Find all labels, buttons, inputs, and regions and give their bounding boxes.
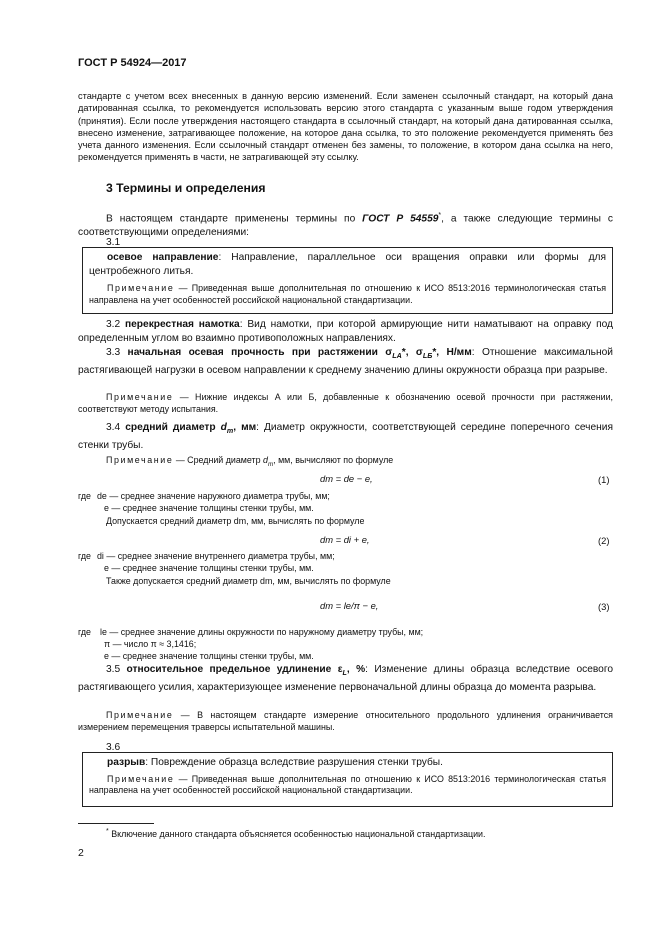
term-3-2-text: : Вид намотки, при которой армирующие нити наматывают на оправку под определенным углом во взаимно противоположных направлениях.	[78, 319, 613, 344]
term-3-4-text: : Диаметр окружности, соответствующей середине поперечного сечения стенки трубы.	[78, 422, 613, 451]
term-3-1-box	[82, 247, 613, 314]
formula-1: dm = de − e,	[320, 473, 373, 484]
term-3-6-note	[89, 774, 606, 798]
term-3-4-term: средний диаметр	[125, 422, 221, 433]
lead-text-b: , а также следующие термины с соответствующими определениями:	[78, 213, 613, 238]
section-title: 3 Термины и определения	[106, 181, 266, 195]
term-3-6-definition	[89, 756, 606, 770]
formula-2: dm = di + e,	[320, 534, 370, 545]
term-3-5-number: 3.5	[106, 664, 127, 675]
formula-3-number: (3)	[598, 601, 610, 612]
term-3-3-term: начальная осевая прочность при растяжении	[127, 347, 378, 358]
term-3-6-term: разрыв	[107, 757, 146, 768]
section-lead	[78, 209, 613, 240]
footnote-text: Включение данного стандарта объясняется особенностью национальной стандартизации.	[108, 828, 486, 839]
term-3-6-text: : Повреждение образца вследствие разрушения стенки трубы.	[145, 757, 443, 768]
footnote-divider	[78, 823, 154, 824]
where-2-line-2: e — среднее значение толщины стенки трубы, мм.	[104, 563, 314, 573]
where-2-line-1: di — среднее значение внутреннего диаметра трубы, мм;	[97, 551, 335, 561]
note-label: Примечание	[106, 392, 174, 402]
term-3-1-note-text: — Приведенная выше дополнительная по отношению к ИСО 8513:2016 терминологическая статья направлена на учет особенностей российской национальной стандартизации.	[89, 283, 606, 305]
where-label-2: где	[78, 551, 91, 561]
term-3-1-definition	[89, 251, 606, 278]
where-3-line-2: π — число π ≈ 3,1416;	[104, 639, 197, 649]
note-label: Примечание	[107, 283, 175, 294]
allowance-2: Также допускается средний диаметр dm, мм, вычислять по формуле	[106, 576, 391, 586]
term-3-1-note	[89, 283, 606, 307]
term-3-3	[78, 346, 613, 377]
term-3-5: 3.5 относительное предельное удлинение $\varepsilon_L$, %: Изменение длины образца вследствие осевого растягивающего усилия, характеризующее изменение первоначальной длины образца до момента разрыва.	[78, 664, 613, 693]
term-3-2-term: перекрестная намотка	[124, 319, 240, 330]
formula-3: dm = le/π − e,	[320, 600, 379, 611]
term-3-4: 3.4 средний диаметр $d_m$, мм: Диаметр окружности, соответствующей середине поперечного сечения стенки трубы.	[78, 422, 613, 451]
formula-1-number: (1)	[598, 474, 610, 485]
footnote-ref: *	[438, 212, 442, 219]
footnote	[106, 826, 485, 841]
term-3-6-number: 3.6	[106, 742, 121, 753]
term-3-1-number: 3.1	[106, 237, 121, 248]
term-3-1-text: : Направление, параллельное оси вращения оправки или формы для центробежного литья.	[89, 252, 606, 277]
term-3-5-note	[78, 710, 613, 734]
term-3-4-number: 3.4	[106, 422, 126, 433]
term-3-6-box	[82, 752, 613, 807]
term-3-5-symbol: ε	[337, 664, 343, 675]
where-label-1: где	[78, 491, 91, 501]
term-3-5-term: относительное предельное удлинение	[126, 664, 338, 675]
where-1-line-2: e — среднее значение толщины стенки трубы, мм.	[104, 503, 314, 513]
where-3-line-3: e — среднее значение толщины стенки трубы, мм.	[104, 651, 314, 661]
formula-2-number: (2)	[598, 535, 610, 546]
term-3-3-text: : Отношение максимальной растягивающей нагрузки в осевом направлении к среднему значению длины окружности образца при разрыве.	[78, 347, 613, 376]
footnote-mark: *	[106, 828, 109, 835]
term-3-2	[78, 318, 613, 345]
intro-paragraph: стандарте с учетом всех внесенных в данную версию изменений. Если заменен ссылочный стандарт, на который дана датированная ссылка, то рекомендуется использовать версию этого стандарта с указанным выше годом утверждения (принятия). Если после утверждения настоящего стандарта в ссылочный стандарт, на который дана датированная ссылка, внесено изменение, затрагивающее положение, на которое дана ссылка, то это положение рекомендуется применять без учета данного изменения. Если ссылочный стандарт отменен без замены, то положение, в котором дана ссылка на него, рекомендуется применять в части, не затрагивающей эту ссылку.	[78, 91, 613, 163]
where-label-3: где	[78, 627, 91, 637]
term-3-5-text: : Изменение длины образца вследствие осевого растягивающего усилия, характеризующее изменение первоначальной длины образца до момента разрыва.	[78, 664, 613, 693]
gost-reference: ГОСТ Р 54559	[362, 213, 439, 225]
note-label: Примечание	[107, 773, 175, 784]
term-3-3-number: 3.3	[106, 347, 128, 358]
term-3-3-note-text: — Нижние индексы А или Б, добавленные к обозначению осевой прочности при растяжении, соответствуют методу испытания.	[78, 392, 613, 414]
term-3-5-note-text: — В настоящем стандарте измерение относительного продольного удлинения ограничивается измерением перемещения траверсы испытательной машины.	[78, 710, 613, 732]
allowance-1: Допускается средний диаметр dm, мм, вычислять по формуле	[106, 516, 365, 526]
lead-text-a: В настоящем стандарте применены термины по	[106, 213, 363, 225]
term-3-3-symbol-a: $\sigma_{LA}*$, $\sigma_{LБ}*$, Н/мм	[385, 347, 472, 361]
term-3-1-term: осевое направление	[107, 252, 219, 263]
page-number: 2	[78, 847, 84, 859]
where-1-line-1: de — среднее значение наружного диаметра трубы, мм;	[97, 491, 330, 501]
note-label: Примечание	[106, 455, 174, 465]
term-3-4-note: Примечание — Средний диаметр $d_m$, мм, вычисляют по формуле	[106, 455, 394, 468]
term-3-4-symbol: d	[220, 422, 227, 433]
term-3-2-number: 3.2	[106, 319, 125, 330]
where-3-line-1: le — среднее значение длины окружности по наружному диаметру трубы, мм;	[100, 627, 424, 637]
doc-header: ГОСТ Р 54924—2017	[78, 57, 187, 69]
term-3-6-note-text: — Приведенная выше дополнительная по отношению к ИСО 8513:2016 терминологическая статья направлена на учет особенностей российской национальной стандартизации.	[89, 773, 606, 796]
note-label: Примечание	[106, 710, 174, 720]
term-3-3-note	[78, 392, 613, 416]
